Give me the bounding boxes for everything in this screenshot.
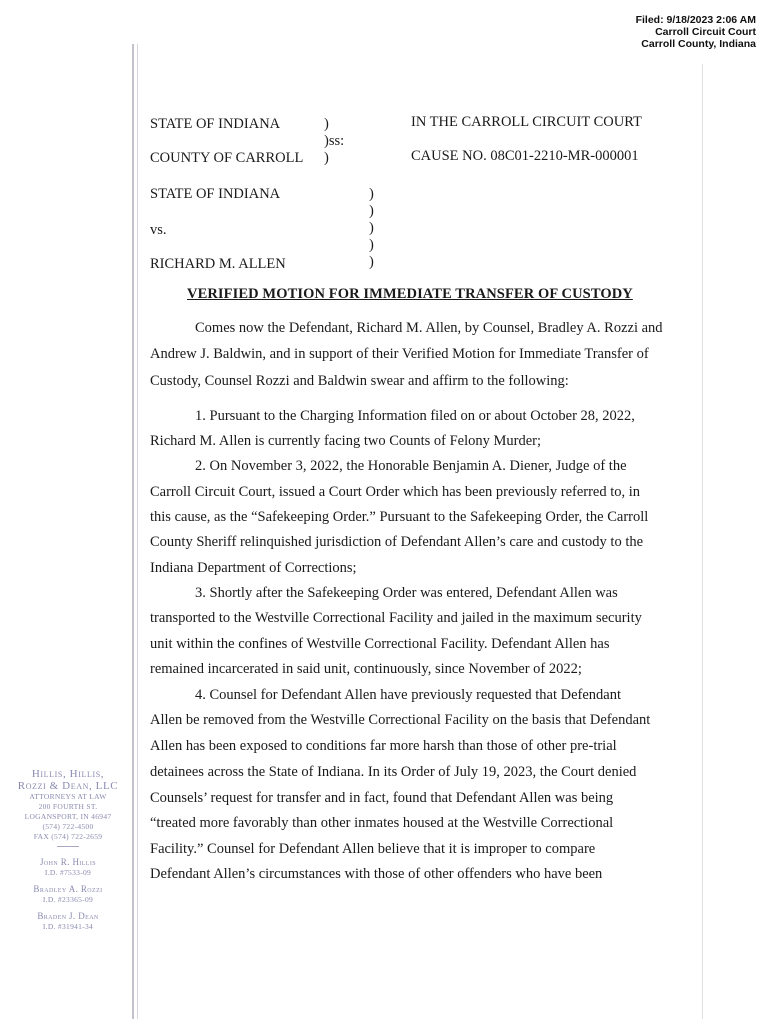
- left-margin-rule: [132, 44, 134, 1019]
- body-line: Carroll Circuit Court, issued a Court Order which has been previously referred to, in: [150, 484, 641, 500]
- firm-role: ATTORNEYS AT LAW: [29, 792, 107, 801]
- court-name: IN THE CARROLL CIRCUIT COURT: [411, 114, 642, 130]
- attorney-name: Bradley A. Rozzi: [33, 884, 103, 894]
- attorney-id: I.D. #31941-34: [42, 922, 94, 931]
- body-line: remained incarcerated in said unit, continuously, since November of 2022;: [150, 661, 582, 677]
- firm-name-line2: Rozzi & Dean, LLC: [17, 780, 119, 792]
- attorney-id: I.D. #7533-09: [44, 868, 92, 877]
- caption-paren: ): [369, 220, 374, 236]
- body-line: 1. Pursuant to the Charging Information filed on or about October 28, 2022,: [195, 408, 635, 424]
- body-line: Facility.” Counsel for Defendant Allen believe that it is improper to compare: [150, 841, 596, 857]
- caption-county: COUNTY OF CARROLL: [150, 150, 304, 166]
- body-line: Andrew J. Baldwin, and in support of their Verified Motion for Immediate Transfer of: [150, 346, 649, 362]
- body-line: unit within the confines of Westville Correctional Facility. Defendant Allen has: [150, 636, 610, 652]
- body-line: Defendant Allen’s circumstances with those of other offenders who have been: [150, 866, 603, 882]
- body-line: Custody, Counsel Rozzi and Baldwin swear and affirm to the following:: [150, 373, 569, 389]
- caption-paren: ): [324, 116, 329, 132]
- firm-street: 200 FOURTH ST.: [38, 802, 98, 811]
- caption-paren: ): [369, 237, 374, 253]
- firm-name-line1: Hillis, Hillis,: [31, 768, 105, 780]
- body-line: Comes now the Defendant, Richard M. Allen, by Counsel, Bradley A. Rozzi and: [195, 320, 663, 336]
- cause-number: CAUSE NO. 08C01-2210-MR-000001: [411, 148, 639, 164]
- attorney-name: Braden J. Dean: [37, 911, 99, 921]
- document-title: VERIFIED MOTION FOR IMMEDIATE TRANSFER OF CUSTODY: [187, 286, 633, 302]
- body-line: transported to the Westville Correctional Facility and jailed in the maximum security: [150, 610, 642, 626]
- caption-paren: ): [324, 150, 329, 166]
- caption-ss: )ss:: [324, 133, 345, 149]
- firm-letterhead: [4, 768, 132, 932]
- filed-county: Carroll County, Indiana: [641, 38, 756, 50]
- filed-stamp: [636, 14, 756, 50]
- body-line: Indiana Department of Corrections;: [150, 560, 357, 576]
- body-line: Richard M. Allen is currently facing two Counts of Felony Murder;: [150, 433, 542, 449]
- letterhead-divider: [57, 846, 79, 847]
- firm-phone: (574) 722-4500: [42, 822, 94, 831]
- body-line: Allen be removed from the Westville Correctional Facility on the basis that Defendant: [150, 712, 651, 728]
- defendant-name: RICHARD M. ALLEN: [150, 256, 286, 272]
- firm-fax: FAX (574) 722-2659: [33, 832, 103, 841]
- right-margin-rule: [702, 64, 703, 1019]
- plaintiff-name: STATE OF INDIANA: [150, 186, 281, 202]
- firm-city: LOGANSPORT, IN 46947: [24, 812, 112, 821]
- caption-paren: ): [369, 254, 374, 270]
- caption-paren: ): [369, 186, 374, 202]
- attorney-id: I.D. #23365-09: [42, 895, 94, 904]
- body-line: Allen has been exposed to conditions far more harsh than those of other pre-trial: [150, 738, 617, 754]
- body-line: this cause, as the “Safekeeping Order.” Pursuant to the Safekeeping Order, the Carroll: [150, 509, 649, 525]
- versus: vs.: [150, 222, 167, 238]
- filed-date: Filed: 9/18/2023 2:06 AM: [635, 14, 756, 26]
- body-line: detainees across the State of Indiana. In its Order of July 19, 2023, the Court denied: [150, 764, 637, 780]
- body-line: 4. Counsel for Defendant Allen have previously requested that Defendant: [195, 687, 622, 703]
- caption-paren: ): [369, 203, 374, 219]
- attorney-name: John R. Hillis: [39, 857, 97, 867]
- body-line: “treated more favorably than other inmates housed at the Westville Correctional: [150, 815, 614, 831]
- body-line: 3. Shortly after the Safekeeping Order was entered, Defendant Allen was: [195, 585, 618, 601]
- body-line: 2. On November 3, 2022, the Honorable Benjamin A. Diener, Judge of the: [195, 458, 627, 474]
- left-margin-rule-inner: [137, 44, 138, 1019]
- body-line: Counsels’ request for transfer and in fact, found that Defendant Allen was being: [150, 790, 614, 806]
- body-line: County Sheriff relinquished jurisdiction of Defendant Allen’s care and custody to the: [150, 534, 644, 550]
- caption-state: STATE OF INDIANA: [150, 116, 281, 132]
- filed-court: Carroll Circuit Court: [655, 26, 756, 38]
